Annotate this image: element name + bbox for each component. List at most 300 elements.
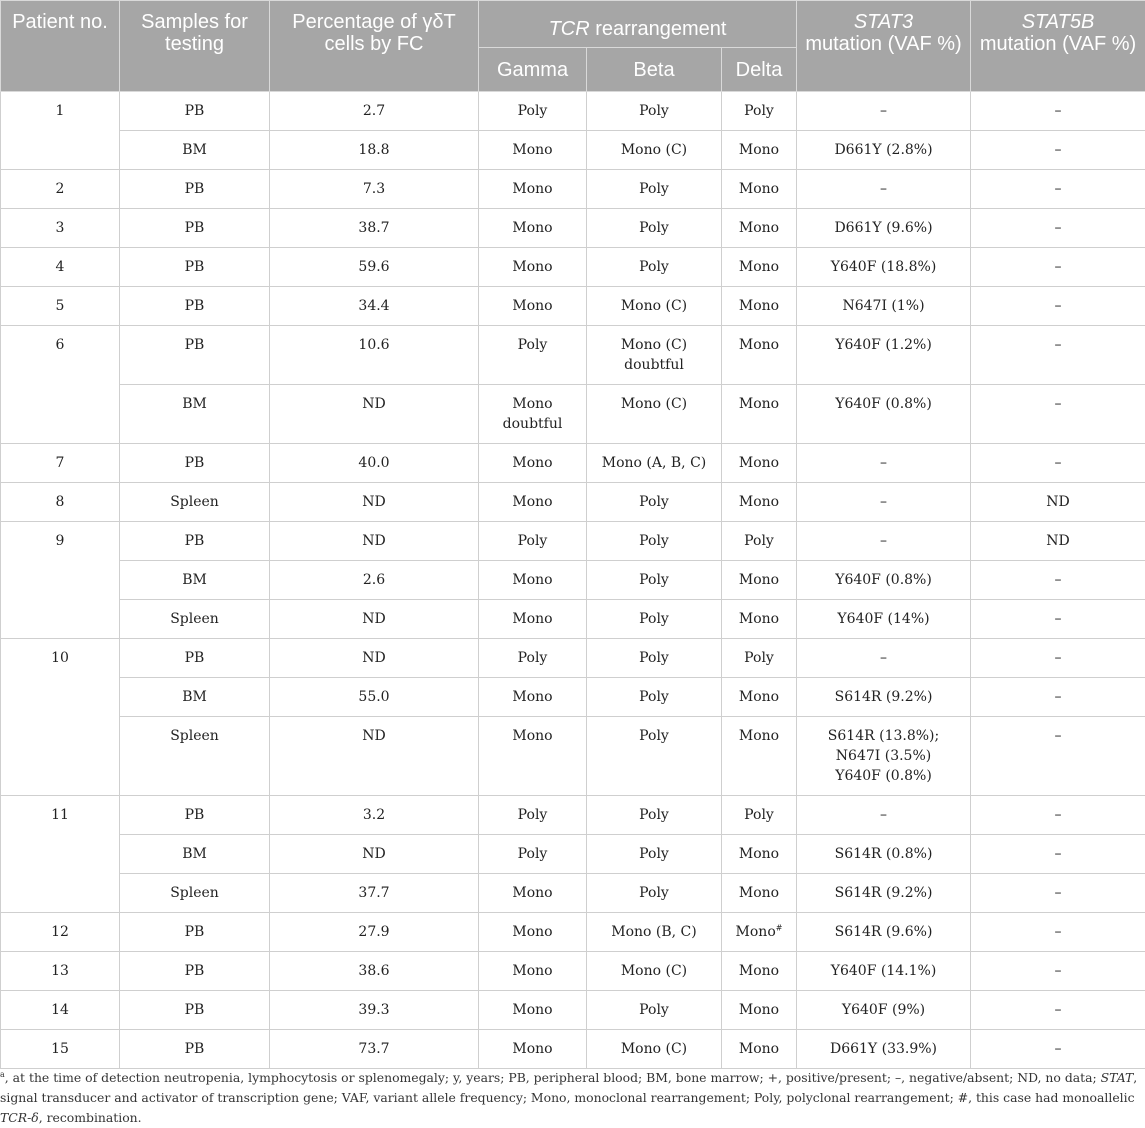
cell-percentage-value: ND — [362, 494, 385, 510]
cell-percentage-value: ND — [362, 846, 385, 862]
cell-beta — [587, 796, 722, 835]
cell-gamma-value: Mono — [512, 728, 552, 744]
header-stat3-gene: STAT3 — [854, 11, 913, 33]
cell-sample — [120, 796, 270, 835]
cell-percentage — [270, 209, 479, 248]
cell-beta-value: Poly — [639, 494, 669, 510]
cell-stat3-value: Y640F (14%) — [837, 611, 929, 627]
cell-beta — [587, 600, 722, 639]
table-row — [1, 678, 1145, 717]
cell-stat3 — [797, 248, 971, 287]
cell-percentage-value: 2.7 — [363, 103, 385, 119]
cell-gamma — [479, 444, 587, 483]
cell-gamma — [479, 92, 587, 131]
cell-delta — [722, 561, 797, 600]
cell-stat3-value: D661Y (2.8%) — [834, 142, 932, 158]
cell-sample-value: PB — [185, 963, 205, 979]
cell-beta-value: Mono (C) — [621, 142, 687, 158]
cell-stat5b — [971, 522, 1145, 561]
cell-percentage — [270, 717, 479, 796]
cell-sample-value: BM — [182, 572, 207, 588]
cell-delta-value: Poly — [744, 103, 774, 119]
cell-beta — [587, 991, 722, 1030]
cell-percentage — [270, 248, 479, 287]
cell-stat5b-value: – — [1055, 924, 1062, 940]
cell-delta-value: Mono — [739, 181, 779, 197]
header-tcr-label: rearrangement — [590, 18, 727, 40]
cell-delta-value: Mono — [739, 298, 779, 314]
cell-stat5b-value: – — [1055, 1041, 1062, 1057]
cell-stat3-value: – — [880, 807, 887, 823]
footnote-text-3: , recombination. — [39, 1110, 142, 1125]
cell-stat5b — [971, 209, 1145, 248]
cell-percentage — [270, 952, 479, 991]
cell-stat5b-value: ND — [1046, 494, 1069, 510]
cell-percentage — [270, 522, 479, 561]
cell-sample — [120, 678, 270, 717]
cell-percentage-value: ND — [362, 650, 385, 666]
cell-delta — [722, 639, 797, 678]
cell-percentage-value: 2.6 — [363, 572, 385, 588]
cell-stat3-value: S614R (13.8%); — [828, 728, 939, 744]
table-row — [1, 952, 1145, 991]
cell-percentage — [270, 600, 479, 639]
cell-stat3-value: – — [880, 103, 887, 119]
cell-stat5b — [971, 874, 1145, 913]
cell-percentage-value: 40.0 — [358, 455, 389, 471]
cell-delta — [722, 678, 797, 717]
cell-sample-value: PB — [185, 259, 205, 275]
cell-beta — [587, 952, 722, 991]
cell-stat5b — [971, 170, 1145, 209]
table-footnote — [0, 1068, 1140, 1128]
cell-stat5b-value: – — [1055, 181, 1062, 197]
cell-delta — [722, 913, 797, 952]
table-row — [1, 287, 1145, 326]
cell-delta-value: Mono — [739, 142, 779, 158]
cell-beta-value: Poly — [639, 728, 669, 744]
cell-stat3 — [797, 131, 971, 170]
cell-beta-value: Mono (B, C) — [611, 924, 696, 940]
cell-patient: 6 — [1, 326, 120, 444]
cell-delta-value: Mono — [736, 924, 776, 940]
header-stat3-label: mutation (VAF %) — [805, 33, 961, 55]
cell-beta — [587, 248, 722, 287]
cell-percentage-value: ND — [362, 611, 385, 627]
cell-stat5b-value: – — [1055, 220, 1062, 236]
cell-sample — [120, 639, 270, 678]
cell-stat5b — [971, 639, 1145, 678]
cell-percentage-value: 55.0 — [358, 689, 389, 705]
cell-percentage — [270, 444, 479, 483]
cell-gamma-value: Mono — [512, 885, 552, 901]
cell-gamma — [479, 483, 587, 522]
cell-percentage — [270, 561, 479, 600]
table-body — [1, 92, 1145, 1069]
table-row — [1, 131, 1145, 170]
footnote-text-2: , signal transducer and activator of transcription gene; VAF, variant allele frequency; Mono, monoclonal rearrangement; Poly, polyclonal rearrangement; #, this case had monoallelic — [0, 1070, 1137, 1105]
table-row — [1, 170, 1145, 209]
cell-sample — [120, 522, 270, 561]
cell-percentage — [270, 287, 479, 326]
cell-sample-value: PB — [185, 181, 205, 197]
cell-delta-value: Mono — [739, 846, 779, 862]
table-row — [1, 561, 1145, 600]
cell-percentage-value: 38.7 — [358, 220, 389, 236]
cell-delta-value: Mono — [739, 220, 779, 236]
cell-sample — [120, 952, 270, 991]
cell-gamma-note: doubtful — [503, 416, 563, 432]
footnote-stat-term: STAT — [1101, 1070, 1134, 1085]
cell-patient: 5 — [1, 287, 120, 326]
cell-sample-value: PB — [185, 924, 205, 940]
cell-stat5b — [971, 287, 1145, 326]
cell-sample-value: BM — [182, 396, 207, 412]
cell-sample-value: Spleen — [170, 611, 219, 627]
cell-delta — [722, 717, 797, 796]
cell-patient: 12 — [1, 913, 120, 952]
cell-stat5b — [971, 444, 1145, 483]
cell-stat3-value: S614R (9.2%) — [835, 689, 933, 705]
table-row — [1, 326, 1145, 385]
cell-gamma — [479, 991, 587, 1030]
cell-delta — [722, 287, 797, 326]
cell-stat5b-value: – — [1055, 846, 1062, 862]
cell-stat3 — [797, 444, 971, 483]
cell-stat5b-value: ND — [1046, 533, 1069, 549]
cell-beta-value: Poly — [639, 220, 669, 236]
cell-gamma-value: Poly — [518, 650, 548, 666]
cell-gamma-value: Poly — [518, 533, 548, 549]
cell-percentage-value: 10.6 — [358, 337, 389, 353]
cell-delta-value: Poly — [744, 650, 774, 666]
cell-beta — [587, 131, 722, 170]
cell-sample-value: PB — [185, 220, 205, 236]
cell-stat3 — [797, 287, 971, 326]
cell-patient: 3 — [1, 209, 120, 248]
cell-percentage-value: 3.2 — [363, 807, 385, 823]
cell-patient: 14 — [1, 991, 120, 1030]
cell-stat5b — [971, 952, 1145, 991]
header-beta: Beta — [587, 48, 722, 92]
cell-stat3 — [797, 835, 971, 874]
cell-stat5b — [971, 796, 1145, 835]
cell-stat3 — [797, 678, 971, 717]
cell-delta-value: Mono — [739, 455, 779, 471]
cell-gamma — [479, 1030, 587, 1069]
cell-gamma-value: Mono — [512, 259, 552, 275]
cell-sample — [120, 170, 270, 209]
cell-gamma — [479, 385, 587, 444]
table-row — [1, 483, 1145, 522]
table-row — [1, 874, 1145, 913]
cell-gamma-value: Mono — [512, 924, 552, 940]
cell-stat3 — [797, 1030, 971, 1069]
cell-gamma-value: Mono — [512, 689, 552, 705]
cell-gamma-value: Mono — [512, 181, 552, 197]
footnote-marker: a — [0, 1070, 5, 1079]
cell-beta-value: Poly — [639, 650, 669, 666]
cell-beta — [587, 92, 722, 131]
cell-gamma — [479, 796, 587, 835]
cell-gamma-value: Mono — [512, 963, 552, 979]
cell-beta — [587, 209, 722, 248]
header-gamma: Gamma — [479, 48, 587, 92]
cell-beta — [587, 913, 722, 952]
cell-stat5b — [971, 131, 1145, 170]
cell-gamma — [479, 913, 587, 952]
cell-gamma — [479, 248, 587, 287]
cell-sample-value: PB — [185, 455, 205, 471]
cell-beta-value: Poly — [639, 611, 669, 627]
cell-percentage-value: ND — [362, 728, 385, 744]
table-row — [1, 1030, 1145, 1069]
cell-beta-value: Mono (C) — [621, 298, 687, 314]
cell-sample-value: Spleen — [170, 885, 219, 901]
cell-beta-value: Poly — [639, 533, 669, 549]
cell-stat5b-value: – — [1055, 728, 1062, 744]
cell-stat3 — [797, 483, 971, 522]
cell-delta — [722, 1030, 797, 1069]
cell-stat3 — [797, 522, 971, 561]
cell-beta-value: Poly — [639, 181, 669, 197]
cell-patient: 7 — [1, 444, 120, 483]
cell-beta — [587, 835, 722, 874]
cell-sample-value: BM — [182, 846, 207, 862]
cell-delta-value: Mono — [739, 728, 779, 744]
footnote-text-1: , at the time of detection neutropenia, lymphocytosis or splenomegaly; y, years; PB, peripheral blood; BM, bone marrow; +, positive/present; –, negative/absent; ND, no data; — [5, 1070, 1101, 1085]
cell-percentage-value: 38.6 — [358, 963, 389, 979]
cell-beta — [587, 639, 722, 678]
cell-stat3-value: D661Y (9.6%) — [834, 220, 932, 236]
cell-gamma — [479, 561, 587, 600]
cell-percentage — [270, 913, 479, 952]
cell-stat5b-value: – — [1055, 689, 1062, 705]
cell-stat5b — [971, 1030, 1145, 1069]
cell-percentage-value: 34.4 — [358, 298, 389, 314]
cell-patient: 13 — [1, 952, 120, 991]
cell-stat3 — [797, 170, 971, 209]
cell-stat3 — [797, 92, 971, 131]
cell-sample — [120, 1030, 270, 1069]
cell-percentage — [270, 483, 479, 522]
cell-stat3-value: S614R (0.8%) — [835, 846, 933, 862]
cell-stat3-value: S614R (9.6%) — [835, 924, 933, 940]
cell-stat3 — [797, 796, 971, 835]
cell-percentage — [270, 639, 479, 678]
cell-stat3 — [797, 717, 971, 796]
cell-beta — [587, 561, 722, 600]
cell-patient: 9 — [1, 522, 120, 639]
cell-delta-value: Mono — [739, 689, 779, 705]
table-row — [1, 209, 1145, 248]
cell-delta-value: Mono — [739, 259, 779, 275]
cell-sample-value: PB — [185, 533, 205, 549]
cell-gamma-value: Mono — [512, 396, 552, 412]
cell-stat5b-value: – — [1055, 650, 1062, 666]
cell-gamma-value: Mono — [512, 1002, 552, 1018]
cell-sample — [120, 444, 270, 483]
cell-stat3-value: – — [880, 650, 887, 666]
cell-stat3-line2: N647I (3.5%) — [836, 748, 931, 764]
cell-delta-value: Mono — [739, 611, 779, 627]
cell-sample — [120, 483, 270, 522]
cell-percentage — [270, 170, 479, 209]
cell-beta — [587, 444, 722, 483]
cell-stat3-value: Y640F (14.1%) — [831, 963, 937, 979]
cell-gamma — [479, 874, 587, 913]
table-header — [1, 1, 1145, 92]
cell-stat5b — [971, 717, 1145, 796]
cell-delta — [722, 835, 797, 874]
cell-percentage-value: 18.8 — [358, 142, 389, 158]
cell-beta — [587, 385, 722, 444]
cell-stat5b-value: – — [1055, 298, 1062, 314]
cell-stat3-value: N647I (1%) — [842, 298, 924, 314]
table-row — [1, 913, 1145, 952]
cell-stat3-value: Y640F (9%) — [842, 1002, 925, 1018]
cell-sample-value: PB — [185, 103, 205, 119]
cell-stat3 — [797, 209, 971, 248]
cell-sample — [120, 287, 270, 326]
cell-gamma — [479, 639, 587, 678]
cell-delta — [722, 326, 797, 385]
cell-beta-value: Mono (A, B, C) — [602, 455, 707, 471]
cell-stat5b — [971, 92, 1145, 131]
cell-beta — [587, 1030, 722, 1069]
cell-beta-value: Mono (C) — [621, 396, 687, 412]
cell-gamma-value: Mono — [512, 455, 552, 471]
cell-stat5b-value: – — [1055, 572, 1062, 588]
cell-sample — [120, 874, 270, 913]
cell-gamma — [479, 170, 587, 209]
cell-stat5b-value: – — [1055, 807, 1062, 823]
cell-stat5b — [971, 913, 1145, 952]
cell-percentage — [270, 92, 479, 131]
cell-delta — [722, 522, 797, 561]
cell-percentage — [270, 1030, 479, 1069]
header-samples: Samples for testing — [120, 1, 270, 92]
cell-gamma — [479, 209, 587, 248]
cell-stat5b-value: – — [1055, 885, 1062, 901]
cell-sample — [120, 991, 270, 1030]
cell-percentage-value: ND — [362, 533, 385, 549]
cell-sample — [120, 131, 270, 170]
cell-percentage-value: 59.6 — [358, 259, 389, 275]
cell-sample-value: PB — [185, 1002, 205, 1018]
cell-percentage-value: 27.9 — [358, 924, 389, 940]
table-row — [1, 92, 1145, 131]
cell-beta — [587, 326, 722, 385]
cell-stat5b-value: – — [1055, 337, 1062, 353]
cell-stat3-value: – — [880, 181, 887, 197]
cell-delta — [722, 170, 797, 209]
cell-stat5b-value: – — [1055, 142, 1062, 158]
cell-gamma — [479, 835, 587, 874]
table-row — [1, 796, 1145, 835]
cell-gamma — [479, 717, 587, 796]
header-delta: Delta — [722, 48, 797, 92]
cell-percentage — [270, 385, 479, 444]
cell-sample-value: BM — [182, 142, 207, 158]
cell-delta-value: Mono — [739, 963, 779, 979]
cell-gamma-value: Mono — [512, 298, 552, 314]
cell-patient: 1 — [1, 92, 120, 170]
cell-beta-value: Poly — [639, 1002, 669, 1018]
cell-percentage — [270, 131, 479, 170]
cell-gamma-value: Mono — [512, 220, 552, 236]
cell-percentage — [270, 326, 479, 385]
cell-beta-value: Poly — [639, 885, 669, 901]
table-row — [1, 522, 1145, 561]
cell-delta — [722, 483, 797, 522]
cell-beta — [587, 717, 722, 796]
cell-stat3-value: Y640F (0.8%) — [835, 572, 932, 588]
cell-stat3-value: – — [880, 533, 887, 549]
cell-sample — [120, 561, 270, 600]
cell-sample-value: PB — [185, 1041, 205, 1057]
cell-delta-value: Mono — [739, 1002, 779, 1018]
cell-delta-value: Mono — [739, 1041, 779, 1057]
cell-stat5b-value: – — [1055, 611, 1062, 627]
cell-sample-value: PB — [185, 650, 205, 666]
cell-stat3-value: – — [880, 494, 887, 510]
cell-stat3-value: Y640F (0.8%) — [835, 396, 932, 412]
cell-stat5b-value: – — [1055, 963, 1062, 979]
cell-sample — [120, 92, 270, 131]
cell-stat3 — [797, 600, 971, 639]
cell-beta-value: Mono (C) — [621, 1041, 687, 1057]
cell-stat3-value: D661Y (33.9%) — [830, 1041, 937, 1057]
cell-delta — [722, 991, 797, 1030]
cell-stat5b — [971, 326, 1145, 385]
cell-sample-value: PB — [185, 298, 205, 314]
cell-stat3-value: Y640F (18.8%) — [831, 259, 937, 275]
cell-delta-footnote-mark: # — [776, 923, 783, 932]
cell-gamma — [479, 287, 587, 326]
cell-stat5b-value: – — [1055, 455, 1062, 471]
cell-gamma-value: Mono — [512, 611, 552, 627]
cell-stat5b — [971, 600, 1145, 639]
cell-delta — [722, 209, 797, 248]
cell-gamma-value: Poly — [518, 103, 548, 119]
cell-gamma — [479, 131, 587, 170]
header-stat5b-gene: STAT5B — [1022, 11, 1095, 33]
cell-percentage — [270, 835, 479, 874]
cell-sample — [120, 209, 270, 248]
cell-stat5b-value: – — [1055, 103, 1062, 119]
cell-percentage — [270, 991, 479, 1030]
cell-stat3-value: – — [880, 455, 887, 471]
cell-delta — [722, 600, 797, 639]
cell-beta-value: Mono (C) — [621, 963, 687, 979]
cell-gamma-value: Mono — [512, 142, 552, 158]
cell-percentage — [270, 874, 479, 913]
header-tcr-gene: TCR — [549, 18, 590, 40]
table-row — [1, 991, 1145, 1030]
cell-delta-value: Mono — [739, 885, 779, 901]
cell-beta-value: Poly — [639, 103, 669, 119]
cell-percentage-value: ND — [362, 396, 385, 412]
cell-patient: 2 — [1, 170, 120, 209]
cell-stat3-line3: Y640F (0.8%) — [835, 768, 932, 784]
cell-sample — [120, 248, 270, 287]
table-row — [1, 717, 1145, 796]
cell-stat5b — [971, 561, 1145, 600]
cell-beta-value: Poly — [639, 259, 669, 275]
cell-gamma — [479, 326, 587, 385]
cell-sample — [120, 913, 270, 952]
